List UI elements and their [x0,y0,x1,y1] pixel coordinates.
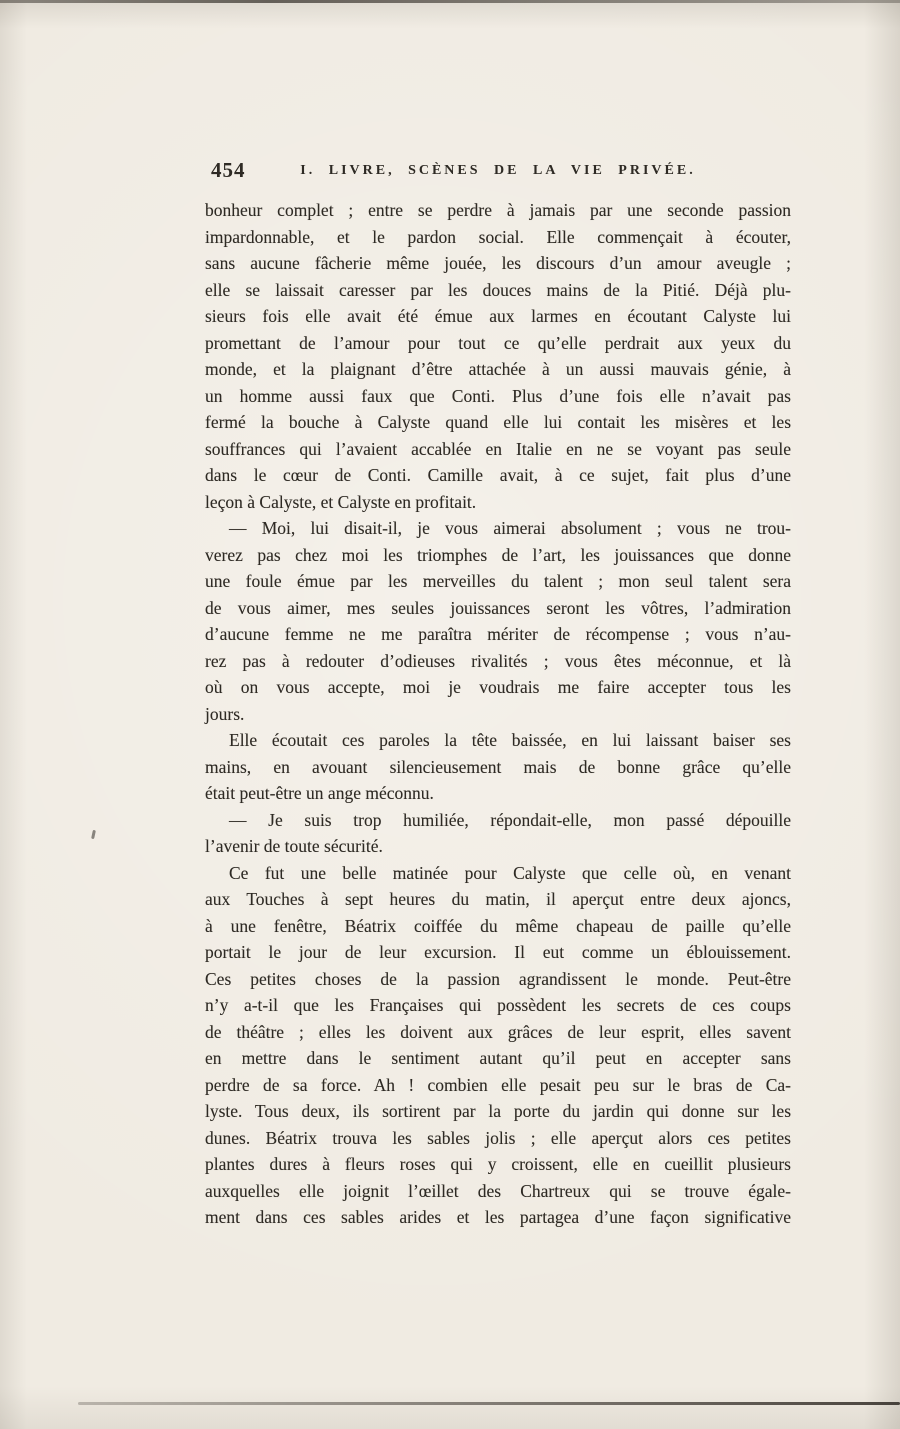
scan-edge-bottom [78,1402,900,1405]
text-line: aux Touches à sept heures du matin, il aperçut entre deux ajoncs, [205,889,791,909]
text-line: plantes dures à fleurs roses qui y croissent, elle en cueillit plusieurs [205,1154,791,1174]
text-line: souffrances qui l’avaient accablée en Italie en ne se voyant pas seule [205,438,791,459]
text-line: mains, en avouant silencieusement mais de bonne grâce qu’elle [205,756,791,777]
text-line: elle se laissait caresser par les douces mains de la Pitié. Déjà plu- [205,279,791,300]
scan-speck [91,830,96,839]
text-line: où on vous accepte, moi je voudrais me faire accepter tous les [205,677,791,697]
text-line: en mettre dans le sentiment autant qu’il peut en accepter sans [205,1048,791,1068]
text-line: fermé la bouche à Calyste quand elle lui contait les misères et les [205,412,791,432]
text-line: perdre de sa force. Ah ! combien elle pesait peu sur le bras de Ca- [205,1074,791,1095]
text-line: dans le cœur de Conti. Camille avait, à ce sujet, fait plus d’une [205,465,791,485]
text-line: n’y a-t-il que les Françaises qui possèdent les secrets de ces coups [205,995,791,1015]
text-line: sans aucune fâcherie même jouée, les discours d’un amour aveugle ; [205,253,791,273]
text-line: de théâtre ; elles les doivent aux grâces de leur esprit, elles savent [205,1021,791,1042]
text-line: Ce fut une belle matinée pour Calyste que celle où, en venant [229,862,791,883]
text-line: auxquelles elle joignit l’œillet des Chartreux qui se trouve égale- [205,1180,791,1201]
text-line: portait le jour de leur excursion. Il eut comme un éblouissement. [205,942,791,962]
text-line: rez pas à redouter d’odieuses rivalités ; vous êtes méconnue, et là [205,650,791,671]
text-line: Elle écoutait ces paroles la tête baissée, en lui laissant baiser ses [229,730,791,750]
text-line: l’avenir de toute sécurité. [205,836,383,856]
text-line: bonheur complet ; entre se perdre à jamais par une seconde passion [205,200,791,220]
text-line: Ces petites choses de la passion agrandissent le monde. Peut-être [205,968,791,989]
page-number: 454 [211,158,246,182]
text-line: jours. [205,703,245,724]
text-line: monde, et la plaignant d’être attachée à un aussi mauvais génie, à [205,359,791,379]
text-line: leçon à Calyste, et Calyste en profitait. [205,491,477,512]
text-line: dunes. Béatrix trouva les sables jolis ; elle aperçut alors ces petites [205,1127,791,1148]
text-line: sieurs fois elle avait été émue aux larmes en écoutant Calyste lui [205,306,791,326]
text-block [205,197,791,1231]
text-line: une foule émue par les merveilles du talent ; mon seul talent sera [205,571,791,591]
text-line: de vous aimer, mes seules jouissances seront les vôtres, l’admiration [205,597,791,618]
running-title: I. LIVRE, SCÈNES DE LA VIE PRIVÉE. [300,163,696,178]
scan-edge-top [0,0,900,3]
text-line: à une fenêtre, Béatrix coiffée du même chapeau de paille qu’elle [205,915,791,936]
text-line: impardonnable, et le pardon social. Elle commençait à écouter, [205,226,791,247]
text-line: — Je suis trop humiliée, répondait-elle, mon passé dépouille [229,809,791,830]
text-line: ment dans ces sables arides et les partagea d’une façon significative [205,1207,791,1227]
page-header [205,158,791,186]
text-line: un homme aussi faux que Conti. Plus d’une fois elle n’avait pas [205,385,791,406]
text-line: lyste. Tous deux, ils sortirent par la porte du jardin qui donne sur les [205,1101,791,1121]
text-line: verez pas chez moi les triomphes de l’art, les jouissances que donne [205,544,791,565]
text-line: — Moi, lui disait-il, je vous aimerai absolument ; vous ne trou- [229,518,791,538]
text-line: d’aucune femme ne me paraîtra mériter de récompense ; vous n’au- [205,624,791,644]
text-line: était peut-être un ange méconnu. [205,783,434,803]
text-line: promettant de l’amour pour tout ce qu’elle perdrait aux yeux du [205,332,791,353]
